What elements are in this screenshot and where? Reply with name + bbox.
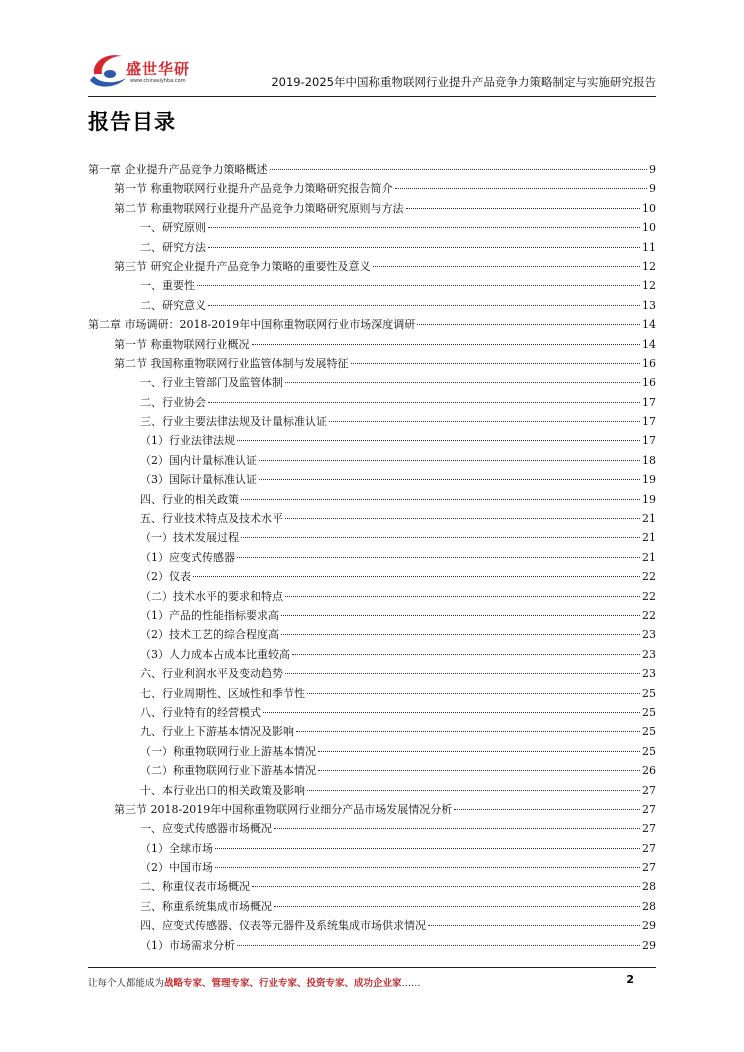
toc-leader-dots xyxy=(193,576,640,577)
toc-entry-label[interactable]: 第一节 称重物联网行业概况 xyxy=(114,337,250,351)
toc-entry-label[interactable]: 八、行业特有的经营模式 xyxy=(140,705,261,719)
toc-entry-page: 25 xyxy=(642,725,656,739)
toc-entry[interactable] xyxy=(88,470,656,489)
report-title: 2019-2025年中国称重物联网行业提升产品竞争力策略制定与实施研究报告 xyxy=(271,75,656,89)
toc-leader-dots xyxy=(307,693,640,694)
toc-leader-dots xyxy=(285,382,640,383)
toc-entry-page: 9 xyxy=(649,163,656,176)
toc-entry-label[interactable]: 二、行业协会 xyxy=(140,395,206,409)
toc-entry-label[interactable]: 一、重要性 xyxy=(140,279,195,293)
footer-highlight: 战略专家、管理专家、行业专家、投资专家、成功企业家 xyxy=(164,978,402,989)
toc-leader-dots xyxy=(237,557,640,558)
toc-entry[interactable] xyxy=(88,606,656,625)
toc-entry[interactable] xyxy=(88,936,656,955)
toc-entry-label[interactable]: （二）称重物联网行业下游基本情况 xyxy=(140,764,316,778)
toc-entry-page: 14 xyxy=(642,337,656,351)
toc-entry[interactable] xyxy=(88,664,656,683)
toc-entry-page: 17 xyxy=(642,415,656,429)
toc-entry-page: 10 xyxy=(642,221,656,235)
toc-entry-page: 16 xyxy=(642,356,656,370)
toc-leader-dots xyxy=(274,828,640,829)
toc-entry-label[interactable]: 六、行业利润水平及变动趋势 xyxy=(140,667,283,681)
toc-entry-page: 23 xyxy=(642,647,656,661)
toc-leader-dots xyxy=(454,809,640,810)
toc-entry-page: 9 xyxy=(649,182,656,196)
toc-entry[interactable] xyxy=(88,451,656,470)
toc-leader-dots xyxy=(406,208,641,209)
toc-leader-dots xyxy=(318,751,640,752)
toc-leader-dots xyxy=(285,596,640,597)
toc-entry-page: 19 xyxy=(642,473,656,487)
toc-leader-dots xyxy=(259,479,640,480)
toc-leader-dots xyxy=(252,886,640,887)
toc-entry-label[interactable]: 四、行业的相关政策 xyxy=(140,492,239,506)
toc-leader-dots xyxy=(237,440,640,441)
toc-entry[interactable] xyxy=(88,296,656,315)
toc-leader-dots xyxy=(208,247,640,248)
toc-entry-page: 27 xyxy=(642,822,656,836)
toc-entry-label[interactable]: 九、行业上下游基本情况及影响 xyxy=(140,725,294,739)
toc-leader-dots xyxy=(208,305,640,306)
toc-entry[interactable] xyxy=(88,179,656,198)
toc-entry-label[interactable]: 第二节 我国称重物联网行业监管体制与发展特征 xyxy=(114,356,349,370)
toc-entry-label[interactable]: （1）行业法律法规 xyxy=(140,434,235,448)
toc-entry-label[interactable]: （2）中国市场 xyxy=(140,861,213,875)
toc-entry-label[interactable]: 四、应变式传感器、仪表等元器件及系统集成市场供求情况 xyxy=(140,919,426,933)
toc-entry[interactable] xyxy=(88,722,656,741)
toc-entry-label[interactable]: （1）产品的性能指标要求高 xyxy=(140,608,279,622)
toc-entry-page: 19 xyxy=(642,492,656,506)
toc-leader-dots xyxy=(395,188,648,189)
toc-entry-label[interactable]: 七、行业周期性、区域性和季节性 xyxy=(140,686,305,700)
toc-entry-label[interactable]: 一、行业主管部门及监管体制 xyxy=(140,376,283,390)
toc-entry[interactable] xyxy=(88,218,656,237)
toc-leader-dots xyxy=(281,615,640,616)
toc-entry-label[interactable]: （1）市场需求分析 xyxy=(140,938,235,952)
toc-entry-label[interactable]: （1）全球市场 xyxy=(140,841,213,855)
toc-leader-dots xyxy=(296,731,640,732)
toc-entry-page: 27 xyxy=(642,783,656,797)
toc-entry-page: 22 xyxy=(642,589,656,603)
toc-leader-dots xyxy=(270,169,648,170)
toc-leader-dots xyxy=(373,266,641,267)
page-number: 2 xyxy=(626,973,634,986)
toc-leader-dots xyxy=(241,537,640,538)
toc-entry-page: 14 xyxy=(642,318,656,332)
toc-entry-page: 23 xyxy=(642,628,656,642)
toc-leader-dots xyxy=(263,712,640,713)
toc-entry-label[interactable]: 一、应变式传感器市场概况 xyxy=(140,822,272,836)
toc-leader-dots xyxy=(329,421,640,422)
toc-leader-dots xyxy=(237,945,640,946)
toc-leader-dots xyxy=(241,499,640,500)
toc-entry-label[interactable]: （3）国际计量标准认证 xyxy=(140,473,257,487)
footer-divider xyxy=(88,967,656,968)
toc-entry[interactable] xyxy=(88,819,656,838)
toc-entry-page: 29 xyxy=(642,919,656,933)
toc-entry[interactable] xyxy=(88,703,656,722)
toc-entry-page: 25 xyxy=(642,705,656,719)
toc-entry[interactable] xyxy=(88,781,656,800)
toc-entry[interactable] xyxy=(88,548,656,567)
toc-entry-page: 25 xyxy=(642,744,656,758)
logo-text: 盛世华研 xyxy=(126,60,191,78)
toc-entry-label[interactable]: 三、称重系统集成市场概况 xyxy=(140,899,272,913)
page-title: 报告目录 xyxy=(88,110,176,134)
toc-entry-label[interactable]: 十、本行业出口的相关政策及影响 xyxy=(140,783,305,797)
toc-leader-dots xyxy=(259,460,640,461)
toc-entry[interactable] xyxy=(88,160,656,179)
toc-leader-dots xyxy=(197,285,640,286)
toc-entry-label[interactable]: 第三节 研究企业提升产品竞争力策略的重要性及意义 xyxy=(114,259,371,273)
toc-entry-label[interactable]: 五、行业技术特点及技术水平 xyxy=(140,512,283,526)
toc-entry[interactable] xyxy=(88,625,656,644)
toc-entry[interactable] xyxy=(88,839,656,858)
toc-leader-dots xyxy=(208,227,640,228)
toc-entry-label[interactable]: （1）应变式传感器 xyxy=(140,550,235,564)
toc-entry[interactable] xyxy=(88,528,656,547)
toc-entry-page: 22 xyxy=(642,570,656,584)
toc-entry[interactable] xyxy=(88,315,656,334)
toc-entry-page: 27 xyxy=(642,841,656,855)
toc-leader-dots xyxy=(318,770,640,771)
toc-entry-page: 13 xyxy=(642,298,656,312)
toc-entry[interactable] xyxy=(88,490,656,509)
toc-entry-page: 18 xyxy=(642,453,656,467)
toc-entry-page: 21 xyxy=(642,512,656,526)
toc-entry-page: 28 xyxy=(642,899,656,913)
toc-entry[interactable] xyxy=(88,916,656,935)
toc-entry-label[interactable]: （3）人力成本占成本比重较高 xyxy=(140,647,290,661)
toc-entry[interactable] xyxy=(88,742,656,761)
toc-entry-label[interactable]: 第一节 称重物联网行业提升产品竞争力策略研究报告简介 xyxy=(114,182,393,196)
page-header xyxy=(88,44,656,100)
toc-entry-label[interactable]: 第二章 市场调研：2018-2019年中国称重物联网行业市场深度调研 xyxy=(88,318,416,332)
header-divider xyxy=(88,96,656,97)
toc-entry[interactable] xyxy=(88,373,656,392)
toc-leader-dots xyxy=(351,363,641,364)
toc-entry-label[interactable]: 二、研究意义 xyxy=(140,298,206,312)
toc-entry-page: 29 xyxy=(642,938,656,952)
toc-entry-page: 27 xyxy=(642,861,656,875)
toc-entry[interactable] xyxy=(88,858,656,877)
toc-entry-page: 28 xyxy=(642,880,656,894)
toc-leader-dots xyxy=(252,344,641,345)
table-of-contents xyxy=(88,160,656,955)
toc-entry-label[interactable]: 三、行业主要法律法规及计量标准认证 xyxy=(140,415,327,429)
toc-entry-page: 17 xyxy=(642,434,656,448)
footer-slogan xyxy=(88,975,421,989)
toc-entry[interactable] xyxy=(88,897,656,916)
toc-entry-label[interactable]: （2）技术工艺的综合程度高 xyxy=(140,628,279,642)
toc-leader-dots xyxy=(281,634,640,635)
toc-entry-label[interactable]: （一）技术发展过程 xyxy=(140,531,239,545)
footer-suffix: …… xyxy=(401,978,421,989)
toc-entry-label[interactable]: （二）技术水平的要求和特点 xyxy=(140,589,283,603)
toc-entry[interactable] xyxy=(88,567,656,586)
toc-entry[interactable] xyxy=(88,238,656,257)
toc-leader-dots xyxy=(307,790,640,791)
toc-entry[interactable] xyxy=(88,509,656,528)
toc-entry[interactable] xyxy=(88,199,656,218)
toc-entry[interactable] xyxy=(88,412,656,431)
toc-entry-label[interactable]: 一、研究原则 xyxy=(140,221,206,235)
toc-entry[interactable] xyxy=(88,354,656,373)
toc-entry[interactable] xyxy=(88,335,656,354)
toc-entry[interactable] xyxy=(88,645,656,664)
toc-entry-label[interactable]: 二、称重仪表市场概况 xyxy=(140,880,250,894)
toc-entry-page: 17 xyxy=(642,395,656,409)
toc-entry-label[interactable]: （2）国内计量标准认证 xyxy=(140,453,257,467)
toc-entry-label[interactable]: 二、研究方法 xyxy=(140,240,206,254)
toc-entry-page: 11 xyxy=(642,240,656,254)
footer-prefix: 让每个人都能成为 xyxy=(88,978,165,989)
toc-entry-page: 25 xyxy=(642,686,656,700)
toc-leader-dots xyxy=(285,673,640,674)
toc-entry[interactable] xyxy=(88,684,656,703)
toc-entry-page: 23 xyxy=(642,667,656,681)
toc-entry-page: 27 xyxy=(642,802,656,816)
toc-entry-page: 21 xyxy=(642,531,656,545)
toc-entry[interactable] xyxy=(88,431,656,450)
toc-entry-page: 10 xyxy=(642,201,656,215)
toc-entry-page: 16 xyxy=(642,376,656,390)
toc-leader-dots xyxy=(428,925,640,926)
toc-entry[interactable] xyxy=(88,800,656,819)
toc-leader-dots xyxy=(208,402,640,403)
toc-entry-label[interactable]: （一）称重物联网行业上游基本情况 xyxy=(140,744,316,758)
toc-entry[interactable] xyxy=(88,761,656,780)
toc-entry-page: 26 xyxy=(642,764,656,778)
toc-entry-label[interactable]: 第二节 称重物联网行业提升产品竞争力策略研究原则与方法 xyxy=(114,201,404,215)
toc-entry[interactable] xyxy=(88,257,656,276)
toc-entry-page: 12 xyxy=(642,279,656,293)
toc-entry-page: 12 xyxy=(642,259,656,273)
toc-leader-dots xyxy=(292,654,640,655)
toc-entry[interactable] xyxy=(88,393,656,412)
toc-entry-label[interactable]: 第三节 2018-2019年中国称重物联网行业细分产品市场发展情况分析 xyxy=(114,802,453,816)
toc-entry-page: 21 xyxy=(642,550,656,564)
logo-url: www.chinasiyhba.com xyxy=(130,78,186,84)
toc-entry[interactable] xyxy=(88,877,656,896)
toc-entry[interactable] xyxy=(88,276,656,295)
toc-entry-label[interactable]: 第一章 企业提升产品竞争力策略概述 xyxy=(88,163,268,176)
toc-entry-label[interactable]: （2）仪表 xyxy=(140,570,191,584)
toc-leader-dots xyxy=(274,906,640,907)
toc-leader-dots xyxy=(285,518,640,519)
toc-entry[interactable] xyxy=(88,587,656,606)
toc-leader-dots xyxy=(215,867,640,868)
company-logo xyxy=(88,44,208,94)
toc-leader-dots xyxy=(215,848,640,849)
toc-leader-dots xyxy=(417,324,640,325)
toc-entry-page: 22 xyxy=(642,608,656,622)
